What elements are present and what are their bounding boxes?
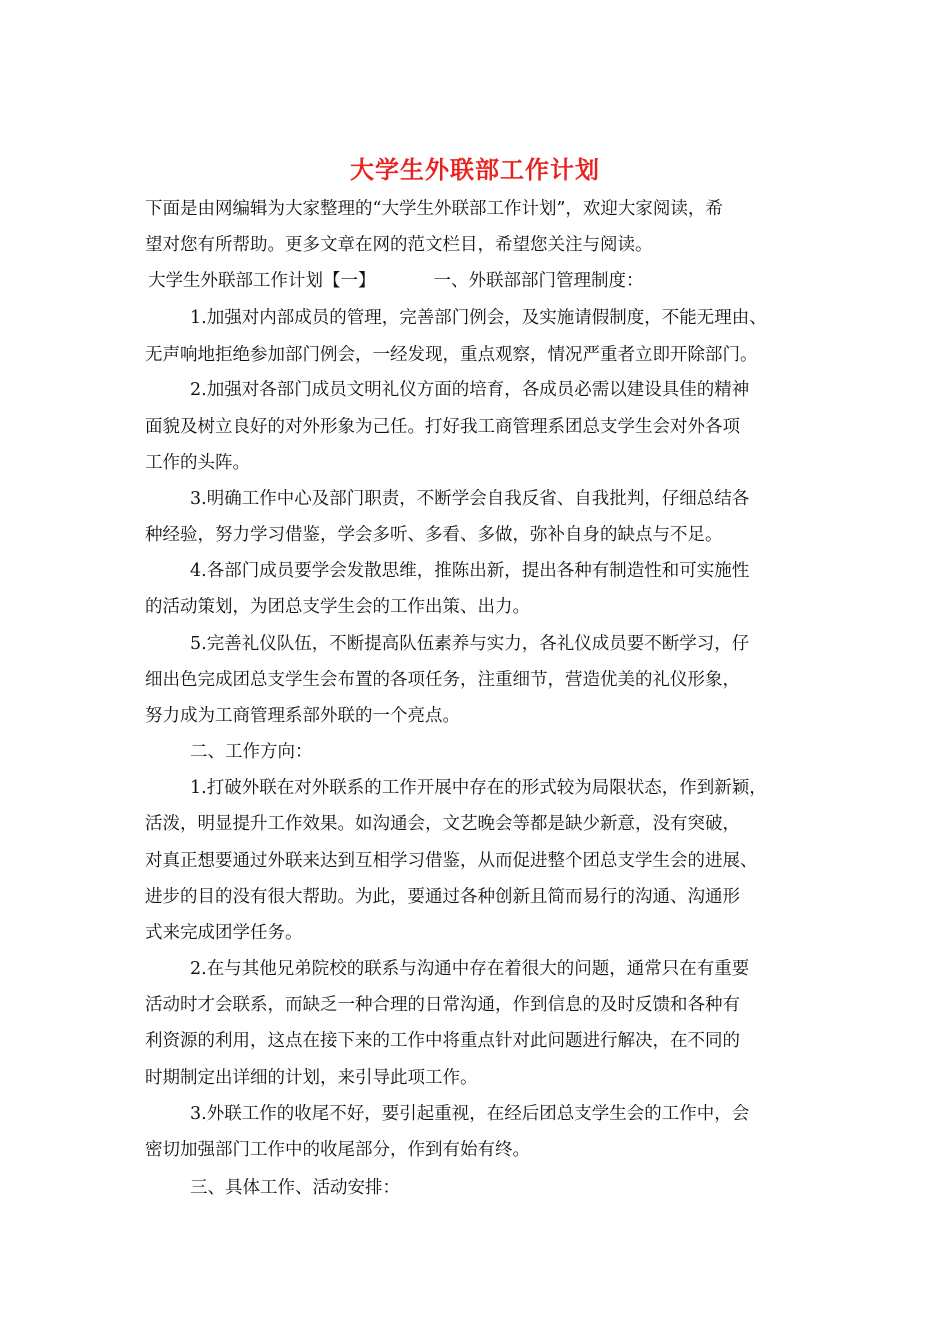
paragraph-line: 密切加强部门工作中的收尾部分，作到有始有终。 bbox=[145, 1140, 530, 1160]
paragraph-line: 3.明确工作中心及部门职责，不断学会自我反省、自我批判，仔细总结各 bbox=[190, 489, 750, 509]
section-three-heading: 三、具体工作、活动安排： bbox=[190, 1178, 400, 1198]
paragraph-line: 时期制定出详细的计划，来引导此项工作。 bbox=[145, 1068, 478, 1088]
paragraph-line: 活泼，明显提升工作效果。如沟通会，文艺晚会等都是缺少新意，没有突破， bbox=[145, 814, 740, 834]
section-two-heading: 二、工作方向： bbox=[190, 742, 313, 762]
paragraph-line: 种经验，努力学习借鉴，学会多听、多看、多做，弥补自身的缺点与不足。 bbox=[145, 525, 723, 545]
paragraph-line: 2.加强对各部门成员文明礼仪方面的培育，各成员必需以建设具佳的精神 bbox=[190, 380, 750, 400]
paragraph-line: 2.在与其他兄弟院校的联系与沟通中存在着很大的问题，通常只在有重要 bbox=[190, 959, 750, 979]
paragraph-line: 式来完成团学任务。 bbox=[145, 923, 303, 943]
paragraph-line: 工作的头阵。 bbox=[145, 453, 250, 473]
plan-subtitle: 大学生外联部工作计划【一】 bbox=[148, 271, 376, 291]
paragraph-line: 面貌及树立良好的对外形象为己任。打好我工商管理系团总支学生会对外各项 bbox=[145, 417, 740, 437]
intro-line-2: 望对您有所帮助。更多文章在网的范文栏目，希望您关注与阅读。 bbox=[145, 235, 653, 255]
paragraph-line: 无声响地拒绝参加部门例会，一经发现，重点观察，情况严重者立即开除部门。 bbox=[145, 345, 758, 365]
paragraph-line: 活动时才会联系，而缺乏一种合理的日常沟通，作到信息的及时反馈和各种有 bbox=[145, 995, 740, 1015]
paragraph-line: 细出色完成团总支学生会布置的各项任务，注重细节，营造优美的礼仪形象， bbox=[145, 670, 740, 690]
paragraph-line: 的活动策划，为团总支学生会的工作出策、出力。 bbox=[145, 597, 530, 617]
paragraph-line: 利资源的利用，这点在接下来的工作中将重点针对此问题进行解决，在不同的 bbox=[145, 1031, 740, 1051]
paragraph-line: 3.外联工作的收尾不好，要引起重视，在经后团总支学生会的工作中，会 bbox=[190, 1104, 750, 1124]
paragraph-line: 1.加强对内部成员的管理，完善部门例会，及实施请假制度，不能无理由、 bbox=[190, 308, 767, 328]
paragraph-line: 1.打破外联在对外联系的工作开展中存在的形式较为局限状态，作到新颖， bbox=[190, 778, 767, 798]
paragraph-line: 进步的目的没有很大帮助。为此，要通过各种创新且简而易行的沟通、沟通形 bbox=[145, 887, 740, 907]
intro-line-1: 下面是由网编辑为大家整理的“大学生外联部工作计划”，欢迎大家阅读，希 bbox=[145, 199, 723, 219]
paragraph-line: 努力成为工商管理系部外联的一个亮点。 bbox=[145, 706, 460, 726]
section-one-heading: 一、外联部部门管理制度： bbox=[433, 271, 644, 291]
document-title: 大学生外联部工作计划 bbox=[350, 155, 600, 184]
section-heading bbox=[148, 269, 644, 293]
paragraph-line: 对真正想要通过外联来达到互相学习借鉴，从而促进整个团总支学生会的进展、 bbox=[145, 851, 758, 871]
paragraph-line: 5.完善礼仪队伍，不断提高队伍素养与实力，各礼仪成员要不断学习，仔 bbox=[190, 634, 750, 654]
paragraph-line: 4.各部门成员要学会发散思维，推陈出新，提出各种有制造性和可实施性 bbox=[190, 561, 750, 581]
